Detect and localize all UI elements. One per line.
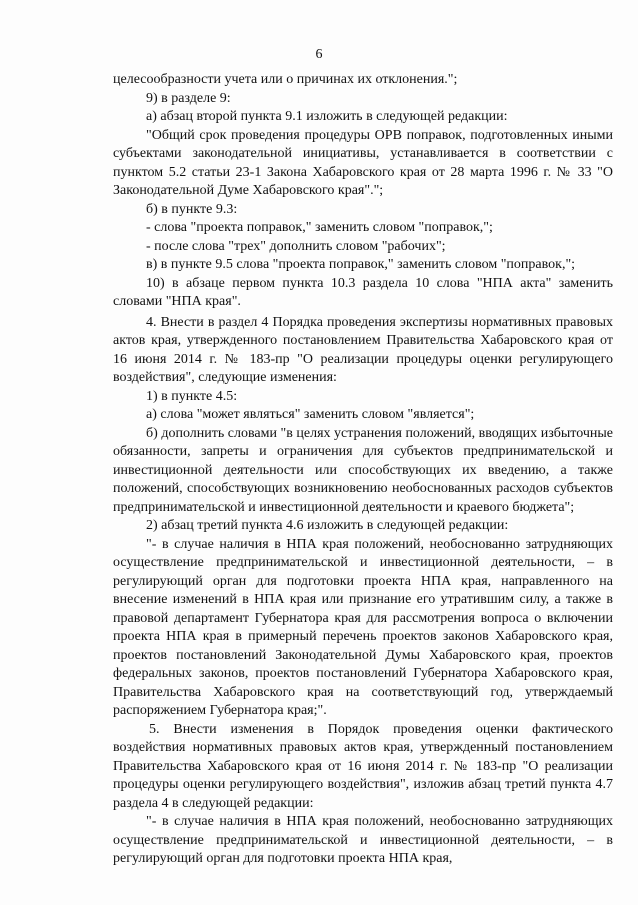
paragraph: 1) в пункте 4.5: (146, 388, 238, 404)
paragraph: 9) в разделе 9: (146, 90, 231, 106)
paragraph: "Общий срок проведения процедуры ОРВ поправок, подготовленных иными субъектами законодательной инициативы, устанавливается в соответствии с пунктом 5.2 статьи 23-1 Закона Хабаровского края от 28 марта 1996 г. № 33 "О Законодательной Думе Хабаровского края"."; (113, 127, 613, 198)
paragraph: б) в пункте 9.3: (146, 201, 238, 217)
paragraph: 10) в абзаце первом пункта 10.3 раздела 10 слова "НПА акта" заменить словами "НПА края". (113, 275, 613, 309)
paragraph: 4. Внести в раздел 4 Порядка проведения экспертизы нормативных правовых актов края, утвержденного постановлением Правительства Хабаровского края от 16 июня 2014 г. № 183-пр "О реализации процедуры оценки регулирующего воздействия", следующие изменения: (113, 314, 613, 385)
paragraph: целесообразности учета или о причинах их отклонения."; (113, 72, 458, 87)
page-number: 6 (315, 47, 323, 62)
paragraph: в) в пункте 9.5 слова "проекта поправок," заменить словом "поправок,"; (146, 257, 576, 272)
paragraph: б) дополнить словами "в целях устранения положений, вводящих избыточные обязанности, запреты и ограничения для субъектов предпринимательской и инвестиционной деятельности или способствующих их введению, а также положений, способствующих возникновению необоснованных расходов субъектов предпринимательской и инвестиционной деятельности и краевого бюджета"; (113, 425, 613, 515)
paragraph: - слова "проекта поправок," заменить словом "поправок,"; (146, 220, 493, 235)
paragraph: а) абзац второй пункта 9.1 изложить в следующей редакции: (146, 109, 508, 124)
paragraph: а) слова "может являться" заменить словом "является"; (146, 407, 475, 422)
document-body (113, 71, 613, 869)
paragraph: "- в случае наличия в НПА края положений, необоснованно затрудняющих осуществление предпринимательской и инвестиционной деятельности, – в регулирующий орган для подготовки проекта НПА края, направленного на внесение изменений в НПА края или признание его утратившим силу, а также в правовой департамент Губернатора края для рассмотрения вопроса о включении проекта НПА края в примерный перечень проектов законов Хабаровского края, проектов постановлений Законодательной Думы Хабаровского края, проектов федеральных законов, проектов постановлений Губернатора Хабаровского края, Правительства Хабаровского края на соответствующий год, утверждаемый распоряжением Губернатора края;". (113, 536, 613, 718)
paragraph: - после слова "трех" дополнить словом "рабочих"; (146, 238, 446, 254)
paragraph: 2) абзац третий пункта 4.6 изложить в следующей редакции: (146, 518, 509, 533)
paragraph: "- в случае наличия в НПА края положений, необоснованно затрудняющих осуществление предпринимательской и инвестиционной деятельности, – в регулирующий орган для подготовки проекта НПА края, (113, 814, 613, 866)
paragraph: 5. Внести изменения в Порядок проведения оценки фактического воздействия нормативных правовых актов края, утвержденный постановлением Правительства Хабаровского края от 16 июня 2014 г. № 183-пр "О реализации процедуры оценки регулирующего воздействия", изложив абзац третий пункта 4.7 раздела 4 в следующей редакции: (113, 721, 613, 811)
